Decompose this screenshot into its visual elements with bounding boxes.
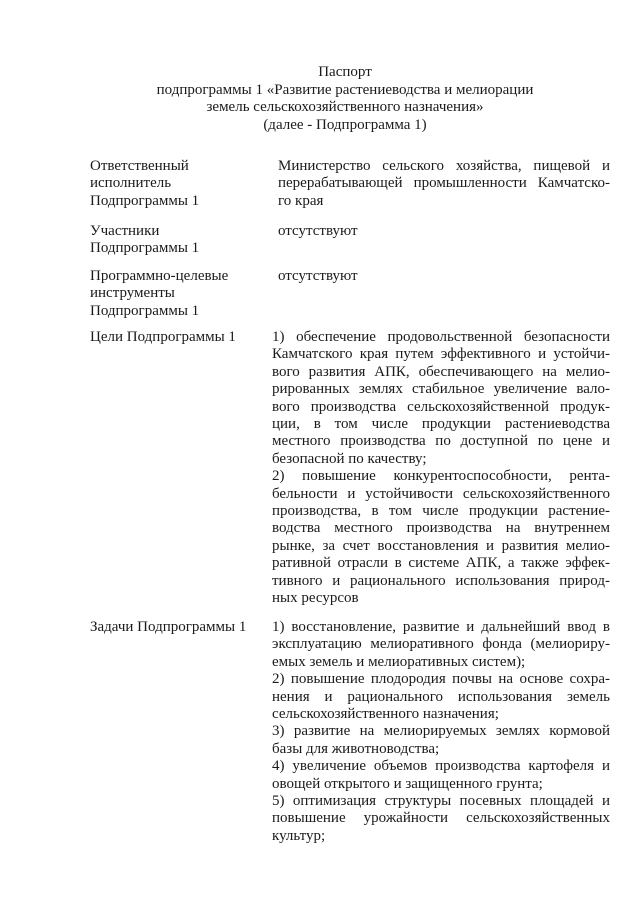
- title-line: земель сельскохозяйственного назначения»: [206, 99, 484, 115]
- value-line: 1) обеспечение продовольственной безопасности: [272, 329, 610, 345]
- value-line: отсутствуют: [278, 223, 358, 239]
- value-line: местного производства по доступной по цене и: [272, 433, 610, 450]
- label-line: инструменты: [90, 285, 175, 302]
- value-line: культур;: [272, 827, 326, 844]
- value-line: го края: [278, 192, 324, 209]
- value-line: ных ресурсов: [272, 590, 359, 607]
- label-line: Участники: [90, 223, 160, 239]
- label-line: Подпрограммы 1: [90, 192, 200, 209]
- title-line: (далее - Подпрограмма 1): [263, 116, 427, 133]
- value-line: перерабатывающей промышленности Камчатско-: [278, 175, 610, 192]
- value-line: эксплуатацию мелиоративного фонда (мелиориру-: [272, 636, 610, 653]
- value-line: рированных землях стабильное увеличение вало-: [272, 381, 610, 398]
- row-label: [90, 158, 260, 210]
- value-line: бельности и устойчивости сельскохозяйственного: [272, 485, 610, 502]
- value-line: 1) восстановление, развитие и дальнейший ввод в: [272, 619, 610, 635]
- row-value: [272, 619, 610, 845]
- row-value: [278, 158, 610, 210]
- passport-title: [90, 64, 600, 134]
- value-line: Камчатского края путем эффективного и устойчи-: [272, 346, 610, 363]
- row-label: [90, 223, 260, 258]
- row-value: [278, 268, 610, 285]
- label-line: Подпрограммы 1: [90, 302, 200, 319]
- value-line: овощей открытого и защищенного грунта;: [272, 775, 543, 792]
- title-line: подпрограммы 1 «Развитие растениеводства и мелиорации: [156, 81, 534, 98]
- value-line: 3) развитие на мелиорируемых землях кормовой: [272, 723, 610, 740]
- label-line: Цели Подпрограммы 1: [90, 329, 236, 345]
- label-line: исполнитель: [90, 175, 172, 192]
- value-line: 4) увеличение объемов производства картофеля и: [272, 758, 610, 775]
- value-line: сельскохозяйственного назначения;: [272, 706, 499, 723]
- value-line: рынке, за счет восстановления и развития мелио-: [272, 537, 610, 554]
- label-line: Ответственный: [90, 158, 189, 174]
- value-line: отсутствуют: [278, 268, 358, 284]
- row-label: [90, 268, 260, 320]
- value-line: вого развития АПК, обеспечивающего на мелио-: [272, 363, 610, 380]
- row-value: [272, 329, 610, 608]
- value-line: нения и рационального использования земель: [272, 688, 610, 705]
- value-line: водства местного производства на внутреннем: [272, 520, 610, 537]
- label-line: Задачи Подпрограммы 1: [90, 619, 247, 635]
- row-value: [278, 223, 610, 240]
- value-line: вого производства сельскохозяйственной продук-: [272, 398, 610, 415]
- value-line: тивного и рационального использования природ-: [272, 572, 610, 589]
- value-line: ративной отрасли в системе АПК, а также эффек-: [272, 555, 610, 572]
- value-line: безопасной по качеству;: [272, 450, 427, 467]
- value-line: Министерство сельского хозяйства, пищевой и: [278, 158, 610, 174]
- value-line: производства, в том числе продукции растение-: [272, 503, 610, 520]
- value-line: ции, в том числе продукции растениеводства: [272, 416, 610, 433]
- label-line: Подпрограммы 1: [90, 240, 200, 257]
- value-line: 2) повышение конкурентоспособности, рента-: [272, 468, 610, 485]
- value-line: повышение урожайности сельскохозяйственных: [272, 810, 610, 827]
- value-line: 5) оптимизация структуры посевных площадей и: [272, 793, 610, 810]
- label-line: Программно-целевые: [90, 268, 229, 284]
- value-line: 2) повышение плодородия почвы на основе сохра-: [272, 671, 610, 688]
- row-label: [90, 329, 260, 346]
- title-line: Паспорт: [318, 64, 372, 80]
- value-line: емых земель и мелиоративных систем);: [272, 653, 526, 670]
- row-label: [90, 619, 260, 636]
- value-line: базы для животноводства;: [272, 740, 440, 757]
